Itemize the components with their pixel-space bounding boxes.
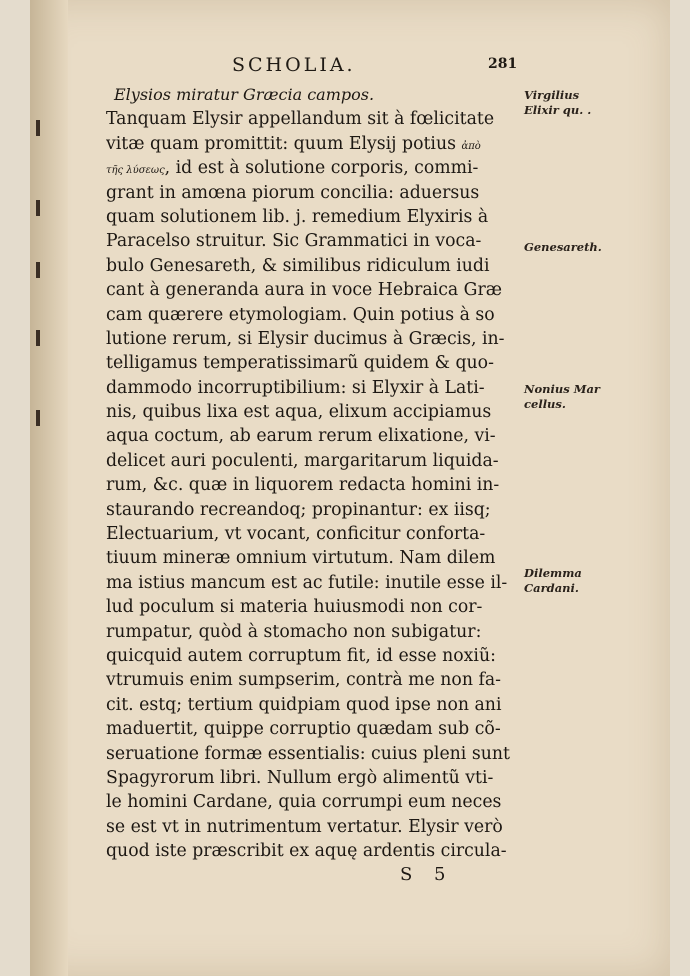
text-line: quam solutionem lib. j. remedium Elyxiris à: [106, 206, 489, 227]
text-line: Paracelso struitur. Sic Grammatici in voca-: [106, 231, 482, 252]
body-text: [106, 83, 526, 864]
text-line: maduertit, quippe corruptio quædam sub cõ-: [106, 719, 501, 740]
page-header: [0, 54, 690, 78]
text-line: se est vt in nutrimentum vertatur. Elysir verò: [106, 816, 503, 837]
text-line: tiuum mineræ omnium virtutum. Nam dilem: [106, 548, 496, 569]
text-line: cant à generanda aura in voce Hebraica Græ: [106, 280, 502, 301]
marginal-note-nonius: Nonius Mar cellus.: [524, 382, 600, 411]
binding-mark: [36, 330, 40, 346]
text-line: telligamus temperatissimarũ quidem & quo-: [106, 353, 494, 374]
text-line: vtrumuis enim sumpserim, contrà me non fa-: [106, 670, 501, 691]
text-line: ma istius mancum est ac futile: inutile esse il-: [106, 572, 508, 593]
text-line: dammodo incorruptibilium: si Elyxir à Lati-: [106, 377, 485, 398]
page-gutter: [30, 0, 68, 976]
text-line: nis, quibus lixa est aqua, elixum accipiamus: [106, 402, 492, 423]
text-line: delicet auri poculenti, margaritarum liquida-: [106, 450, 499, 471]
text-line: Electuarium, vt vocant, conficitur conforta-: [106, 524, 486, 545]
text-line: lud poculum si materia huiusmodi non cor-: [106, 597, 483, 618]
text-line: cam quærere etymologiam. Quin potius à so: [106, 304, 495, 325]
text-line: quod iste præscribit ex aquę ardentis circula-: [106, 841, 507, 862]
greek-word: ἀπὸ: [461, 140, 481, 152]
running-title: SCHOLIA.: [232, 54, 356, 76]
text-line: rum, &c. quæ in liquorem redacta homini in-: [106, 475, 500, 496]
text-line: quicquid autem corruptum fit, id esse noxiũ:: [106, 645, 496, 666]
text-line: seruatione formæ essentialis: cuius pleni sunt: [106, 743, 510, 764]
greek-word: τῆς λύσεως: [106, 165, 165, 177]
page-number: 281: [488, 56, 518, 72]
text-line: vitæ quam promittit: quum Elysij potius ἀπὸ: [106, 133, 481, 154]
text-line: grant in amœna piorum concilia: aduersus: [106, 182, 480, 203]
text-line: rumpatur, quòd à stomacho non subigatur:: [106, 621, 482, 642]
text-line: bulo Genesareth, & similibus ridiculum iudi: [106, 255, 490, 276]
text-line: le homini Cardane, quia corrumpi eum neces: [106, 792, 502, 813]
text-line: staurando recreandoq; propinantur: ex iisq;: [106, 499, 491, 520]
text-line: aqua coctum, ab earum rerum elixatione, vi-: [106, 426, 496, 447]
text-line: cit. estq; tertium quidpiam quod ipse non ani: [106, 694, 502, 715]
binding-mark: [36, 262, 40, 278]
text-line: Tanquam Elysir appellandum sit à fœlicitate: [106, 109, 495, 130]
marginal-note-dilemma: Dilemma Cardani.: [524, 566, 582, 595]
marginal-note-virgilius: Virgilius Elixir qu. .: [524, 88, 592, 117]
text-line: Spagyrorum libri. Nullum ergò alimentũ vti-: [106, 767, 494, 788]
marginal-note-genesareth: Genesareth.: [524, 240, 602, 254]
binding-mark: [36, 200, 40, 216]
text-line: lutione rerum, si Elysir ducimus à Græcis, in-: [106, 328, 505, 349]
binding-mark: [36, 410, 40, 426]
section-heading: Elysios miratur Græcia campos.: [114, 85, 375, 104]
binding-mark: [36, 120, 40, 136]
signature-mark: S 5: [400, 864, 454, 885]
text-line: τῆς λύσεως, id est à solutione corporis, commi-: [106, 158, 479, 179]
